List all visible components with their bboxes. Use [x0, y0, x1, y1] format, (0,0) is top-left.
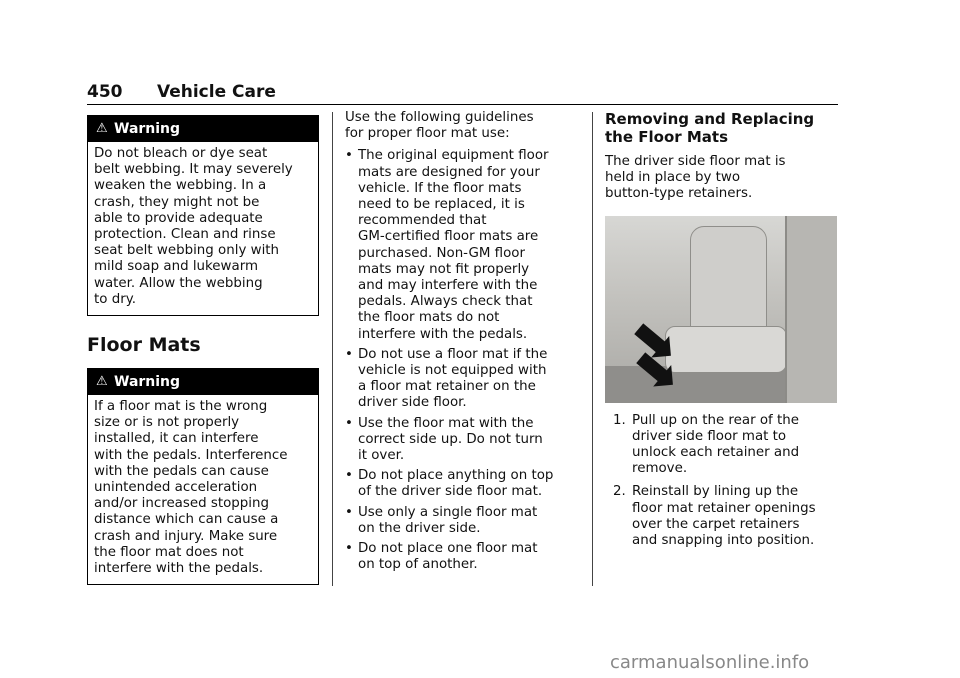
text-line: of the driver side floor mat.	[358, 484, 543, 500]
text-line: • Use only a single floor mat	[358, 504, 538, 520]
heading-line: the Floor Mats	[605, 128, 729, 146]
text-line: and snapping into position.	[632, 533, 815, 549]
arrow-icon	[634, 323, 668, 354]
text-line: Reinstall by lining up the	[632, 484, 799, 500]
column-left	[87, 115, 319, 585]
seat-base	[665, 326, 787, 373]
text-line: and/or increased stopping	[94, 496, 269, 512]
column-right	[605, 110, 838, 556]
text-line: unlock each retainer and	[632, 445, 800, 461]
text-line: mild soap and lukewarm	[94, 259, 259, 275]
steps-list	[605, 413, 838, 550]
text-line: • Do not use a floor mat if the	[358, 346, 548, 362]
text-line: • Use the floor mat with the	[358, 415, 534, 431]
text-line: size or is not properly	[94, 415, 240, 431]
text-line: able to provide adequate	[94, 210, 263, 226]
text-line: floor mat retainer openings	[632, 500, 816, 516]
text-line: purchased. Non-GM floor	[358, 245, 526, 261]
column-middle	[345, 110, 580, 577]
text-line: driver side floor mat to	[632, 428, 787, 444]
text-line: unintended acceleration	[94, 480, 258, 496]
text-line: driver side floor.	[358, 395, 467, 411]
text-line: • Do not place anything on top	[358, 468, 554, 484]
text-line: the floor mats do not	[358, 310, 500, 326]
list-item	[345, 148, 580, 342]
text-line: Pull up on the rear of the	[632, 412, 799, 428]
intro-paragraph	[345, 110, 580, 142]
step-number: 2.	[613, 484, 626, 500]
step-number: 1.	[613, 412, 626, 428]
intro-paragraph	[605, 154, 838, 203]
text-line: over the carpet retainers	[632, 516, 800, 532]
warning-box-floor-mat	[87, 368, 319, 585]
section-heading-removing-replacing	[605, 110, 838, 146]
text-line: on top of another.	[358, 557, 478, 573]
text-line: If a floor mat is the wrong	[94, 399, 268, 415]
text-line: installed, it can interfere	[94, 431, 259, 447]
list-item	[345, 347, 580, 412]
warning-header	[88, 369, 318, 395]
column-divider	[332, 112, 333, 586]
text-line: it over.	[358, 448, 405, 464]
text-line: distance which can cause a	[94, 512, 279, 528]
text-line: with the pedals. Interference	[94, 447, 288, 463]
list-item	[345, 416, 580, 465]
text-line: belt webbing. It may severely	[94, 162, 293, 178]
text-line: weaken the webbing. In a	[94, 178, 267, 194]
text-line: mats may not fit properly	[358, 261, 530, 277]
text-line: the floor mat does not	[94, 544, 244, 560]
text-line: water. Allow the webbing	[94, 275, 263, 291]
text-line: remove.	[632, 461, 688, 477]
text-line: interfere with the pedals.	[358, 326, 528, 342]
text-line: for proper floor mat use:	[345, 126, 510, 142]
warning-triangle-icon: ⚠	[96, 373, 108, 389]
warning-header	[88, 116, 318, 142]
page-header	[87, 82, 838, 105]
text-line: held in place by two	[605, 170, 741, 186]
text-line: to dry.	[94, 291, 136, 307]
text-line: protection. Clean and rinse	[94, 227, 276, 243]
text-line: need to be replaced, it is	[358, 197, 525, 213]
text-line: crash and injury. Make sure	[94, 528, 278, 544]
section-title: Vehicle Care	[157, 82, 276, 102]
text-line: GM-certified floor mats are	[358, 229, 539, 245]
text-line: a floor mat retainer on the	[358, 379, 536, 395]
list-item	[605, 413, 838, 478]
list-item	[345, 468, 580, 500]
door-opening	[785, 216, 837, 403]
warning-title: Warning	[114, 120, 181, 137]
warning-text	[88, 395, 318, 584]
section-heading-floor-mats: Floor Mats	[87, 334, 201, 357]
text-line: crash, they might not be	[94, 194, 260, 210]
column-divider	[592, 112, 593, 586]
text-line: recommended that	[358, 213, 487, 229]
text-line: with the pedals can cause	[94, 463, 269, 479]
warning-title: Warning	[114, 373, 181, 390]
text-line: correct side up. Do not turn	[358, 431, 543, 447]
list-item	[605, 484, 838, 549]
text-line: vehicle is not equipped with	[358, 363, 547, 379]
list-item	[345, 505, 580, 537]
warning-text	[88, 142, 318, 315]
page-number: 450	[87, 82, 123, 102]
text-line: seat belt webbing only with	[94, 243, 280, 259]
text-line: Do not bleach or dye seat	[94, 146, 268, 161]
watermark: carmanualsonline.info	[610, 652, 810, 673]
heading-line: Removing and Replacing	[605, 110, 815, 128]
text-line: • Do not place one floor mat	[358, 541, 538, 557]
warning-triangle-icon: ⚠	[96, 120, 108, 136]
text-line: button-type retainers.	[605, 186, 753, 202]
text-line: • The original equipment floor	[358, 148, 549, 164]
text-line: on the driver side.	[358, 520, 481, 536]
text-line: and may interfere with the	[358, 278, 538, 294]
text-line: pedals. Always check that	[358, 294, 533, 310]
text-line: Use the following guidelines	[345, 110, 534, 125]
warning-box-seat-belt	[87, 115, 319, 316]
text-line: interfere with the pedals.	[94, 561, 264, 577]
text-line: The driver side floor mat is	[605, 154, 786, 169]
text-line: vehicle. If the floor mats	[358, 180, 522, 196]
floor-mat-retainer-photo	[605, 216, 837, 403]
text-line: mats are designed for your	[358, 164, 540, 180]
guidelines-list	[345, 148, 580, 573]
list-item	[345, 541, 580, 573]
